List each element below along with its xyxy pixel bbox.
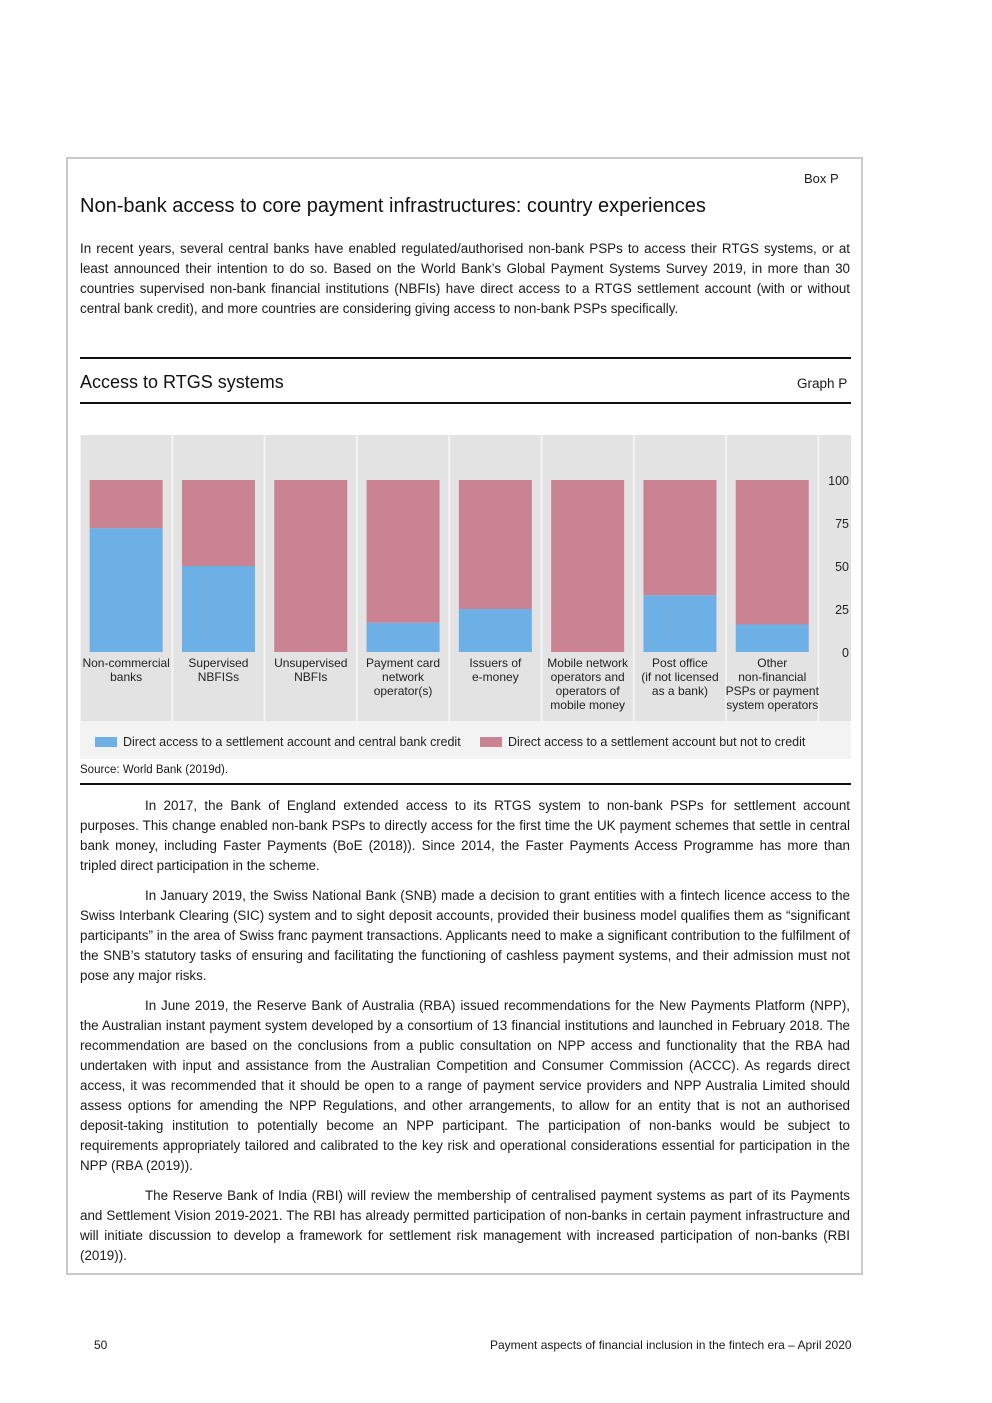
box-label: Box P: [804, 171, 839, 186]
bar-no-credit: [459, 480, 532, 609]
graph-source: Source: World Bank (2019d).: [80, 764, 229, 776]
intro-paragraph: In recent years, several central banks have enabled regulated/authorised non-bank PSPs to access their RTGS systems, or at least announced their intention to do so. Based on the World Bank’s Global Payment Systems Survey 2019, in more than 30 countries supervised non-bank financial institutions (NBFIs) have direct access to a RTGS settlement account (with or without central bank credit), and more countries are considering giving access to non-bank PSPs specifically.: [80, 241, 850, 316]
bar-credit: [643, 595, 716, 652]
graph-bottom-rule: [80, 783, 851, 785]
category-label: Other non-financial PSPs or payment system operators: [725, 656, 819, 712]
body-paragraph-4: The Reserve Bank of India (RBI) will review the membership of centralised payment systems as part of its Payments and Settlement Vision 2019-2021. The RBI has already permitted participation of non-banks in certain payment infrastructure and will initiate discussion to develop a framework for settlement risk management with increased participation of non-banks (RBI (2019)).: [80, 1188, 850, 1263]
category-label: Non-commercial banks: [82, 656, 170, 684]
category-label: Unsupervised NBFIs: [274, 656, 348, 684]
bar-no-credit: [551, 480, 624, 652]
chart: [80, 435, 851, 759]
category-label: Issuers of e-money: [469, 656, 522, 684]
legend-swatch: [95, 737, 117, 747]
category-label: Mobile network operators and operators of mobile money: [547, 656, 629, 712]
y-tick-label: 50: [835, 560, 849, 574]
body-paragraph-1: In 2017, the Bank of England extended access to its RTGS system to non-bank PSPs for settlement account purposes. This change enabled non-bank PSPs to directly access for the first time the UK payment schemes that settle in central bank money, including Faster Payments (BoE (2018)). Since 2014, the Faster Payments Access Programme has more than tripled direct participation in the scheme.: [80, 798, 850, 873]
category-label: Payment card network operator(s): [366, 656, 441, 698]
graph-top-rule: [80, 357, 851, 359]
bar-no-credit: [367, 480, 440, 623]
y-tick-label: 100: [828, 474, 849, 488]
bar-credit: [90, 528, 163, 652]
y-tick-label: 75: [835, 517, 849, 531]
graph-title-rule: [80, 402, 851, 404]
bar-credit: [367, 623, 440, 652]
page-number: 50: [94, 1338, 108, 1352]
category-label: Post office (if not licensed as a bank): [641, 656, 719, 698]
body-paragraph-2: In January 2019, the Swiss National Bank (SNB) made a decision to grant entities with a fintech licence access to the Swiss Interbank Clearing (SIC) system and to sight deposit accounts, provided their business model qualifies them as “significant participants” in the area of Swiss franc payment transactions. Applicants need to make a significant contribution to the fulfilment of the SNB’s statutory tasks of ensuring and facilitating the functioning of cashless payment systems, and their admission must not pose any major risks.: [80, 888, 850, 983]
legend-swatch: [480, 737, 502, 747]
graph-label: Graph P: [797, 376, 848, 391]
footer-title: Payment aspects of financial inclusion in the fintech era – April 2020: [490, 1338, 852, 1352]
legend-label: Direct access to a settlement account and central bank credit: [123, 735, 461, 749]
bar-no-credit: [274, 480, 347, 652]
bar-no-credit: [182, 480, 255, 566]
graph-title: Access to RTGS systems: [80, 372, 284, 392]
legend-label: Direct access to a settlement account but not to credit: [508, 735, 806, 749]
bar-no-credit: [643, 480, 716, 595]
y-tick-label: 25: [835, 603, 849, 617]
bar-no-credit: [736, 480, 809, 624]
bar-no-credit: [90, 480, 163, 528]
chart-svg: [80, 435, 851, 759]
bar-credit: [459, 609, 532, 652]
bar-credit: [182, 566, 255, 652]
body-paragraph-3: In June 2019, the Reserve Bank of Australia (RBA) issued recommendations for the New Payments Platform (NPP), the Australian instant payment system developed by a consortium of 13 financial institutions and launched in February 2018. The recommendation are based on the conclusions from a public consultation on NPP access and functionality that the RBA had undertaken with input and assistance from the Australian Competition and Consumer Commission (ACCC). As regards direct access, it was recommended that it should be open to a range of payment service providers and NPP Australia Limited should assess options for amending the NPP Regulations, and other arrangements, to allow for an entity that is not an authorised deposit-taking institution to potentially become an NPP participant. The participation of non-banks would be subject to requirements appropriately tailored and calibrated to the key risk and operational considerations essential for participation in the NPP (RBA (2019)).: [80, 998, 850, 1173]
box-title: Non-bank access to core payment infrastructures: country experiences: [80, 195, 706, 217]
y-tick-label: 0: [842, 646, 849, 660]
bar-credit: [736, 624, 809, 652]
category-label: Supervised NBFISs: [188, 656, 249, 684]
